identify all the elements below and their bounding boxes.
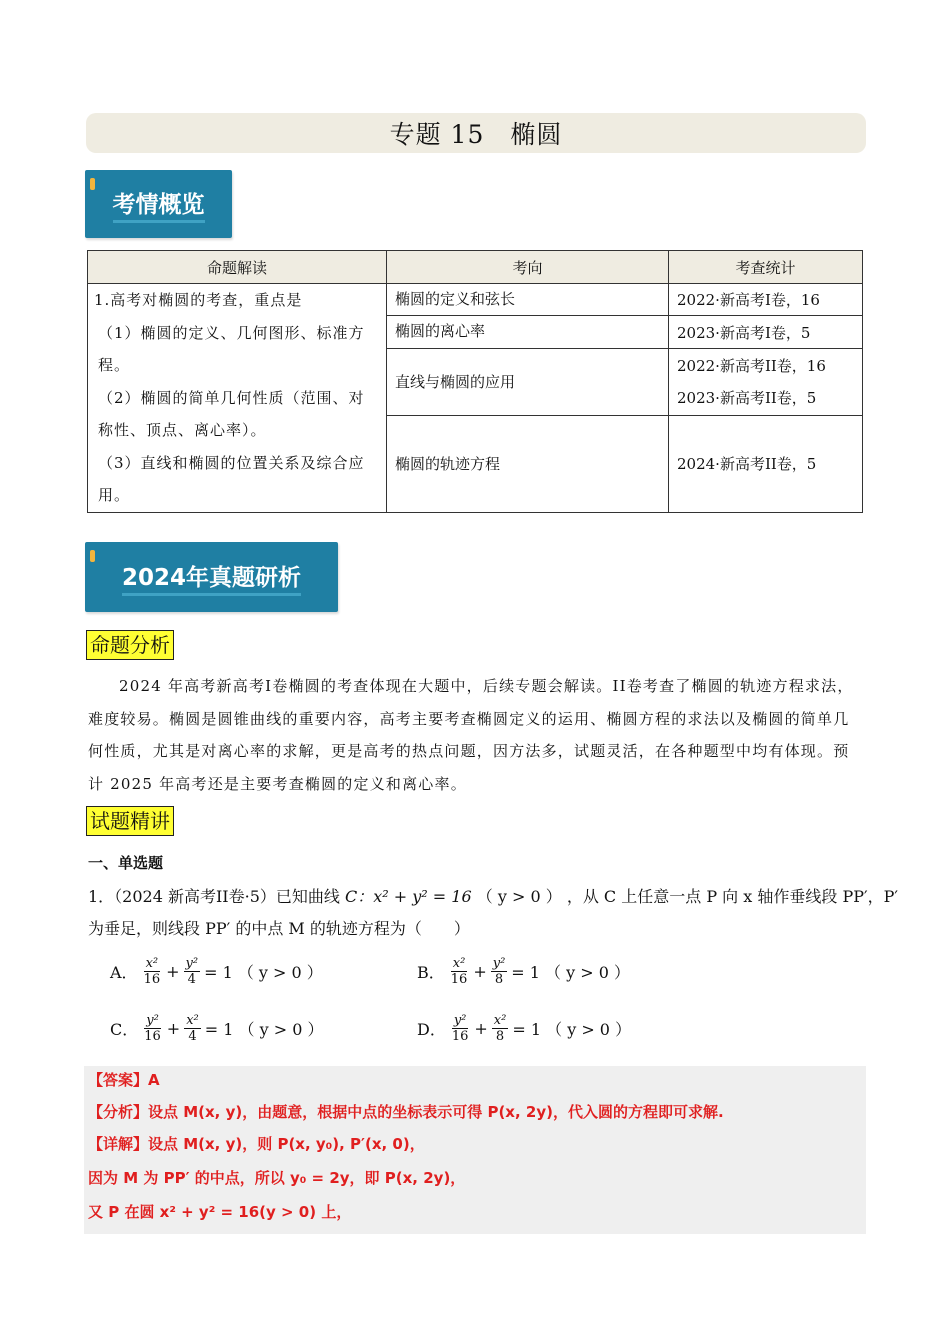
question-curve: C：x² + y² = 16 [345, 887, 472, 906]
option-tail: = 1 （ y > 0 ） [512, 1020, 632, 1039]
section-heading: 一、单选题 [88, 854, 164, 872]
direction-cell: 椭圆的离心率 [387, 316, 669, 348]
fraction: $\frac{\text{y²}}{8}$ [492, 956, 506, 987]
analysis-badge [85, 542, 338, 612]
direction-cell: 椭圆的定义和弦长 [387, 284, 669, 316]
interpretation-line: 1.高考对椭圆的考查，重点是 [94, 291, 303, 309]
question-line-2: 为垂足，则线段 PP′ 的中点 M 的轨迹方程为（ ） [88, 919, 470, 938]
interpretation-line: （1）椭圆的定义、几何图形、标准方程。 [98, 323, 365, 374]
analysis-label: 命题分析 [86, 630, 174, 660]
solution-line-4: 因为 M 为 PP′ 的中点，所以 y₀ = 2y，即 P(x, 2y)， [88, 1169, 466, 1187]
analysis-badge-label: 2024年真题研析 [122, 559, 301, 596]
stats-cell [669, 348, 863, 415]
question-line-1 [88, 886, 899, 908]
fraction: $\frac{\text{x²}}{16}$ [143, 956, 161, 987]
option-c[interactable]: C． $\frac{\text{y²}}{16}$ + $\frac{\text{x²}}{4}$ = 1 （ y > 0 ） [110, 1013, 324, 1044]
fraction: $\frac{\text{x²}}{8}$ [493, 1013, 507, 1044]
table-header: 考向 [387, 251, 669, 284]
overview-table [87, 250, 863, 513]
interpretation-cell [88, 284, 387, 513]
stats-cell: 2024·新高考II卷，5 [669, 415, 863, 512]
solution-answer: 【答案】A [88, 1071, 160, 1089]
option-a[interactable]: A． $\frac{\text{x²}}{16}$ + $\frac{\text{y²}}{4}$ = 1 （ y > 0 ） [110, 956, 323, 987]
badge-tick-icon [90, 178, 95, 190]
fraction: $\frac{\text{y²}}{4}$ [185, 956, 199, 987]
solution-analysis: 【分析】设点 M(x, y)，由题意，根据中点的坐标表示可得 P(x, 2y)，代入圆的方程即可求解. [88, 1103, 724, 1121]
direction-cell: 椭圆的轨迹方程 [387, 415, 669, 512]
question-text: ，从 C 上任意一点 P 向 x 轴作垂线段 PP′，P′ [566, 887, 899, 906]
question-condition: （ y > 0 ） [476, 887, 562, 906]
option-label: A． [110, 963, 138, 982]
option-b[interactable]: B． $\frac{\text{x²}}{16}$ + $\frac{\text{y²}}{8}$ = 1 （ y > 0 ） [417, 956, 631, 987]
option-label: C． [110, 1020, 139, 1039]
stats-line: 2023·新高考II卷，5 [677, 388, 817, 407]
table-header: 命题解读 [88, 251, 387, 284]
question-text: 1．（2024 新高考II卷·5）已知曲线 [88, 887, 340, 906]
interpretation-line: （2）椭圆的简单几何性质（范围、对称性、顶点、离心率）。 [98, 388, 365, 439]
stats-line: 2022·新高考II卷，16 [677, 356, 826, 375]
stats-cell: 2023·新高考I卷，5 [669, 316, 863, 348]
fraction: $\frac{\text{x²}}{16}$ [450, 956, 468, 987]
table-header-row [88, 251, 863, 284]
fraction: $\frac{\text{x²}}{4}$ [186, 1013, 199, 1044]
analysis-paragraph: 2024 年高考新高考I卷椭圆的考查体现在大题中，后续专题会解读。II卷考查了椭圆的轨迹方程求法，难度较易。椭圆是圆锥曲线的重要内容，高考主要考查椭圆定义的运用、椭圆方程的求法以及椭圆的简单几何性质，尤其是对离心率的求解，更是高考的热点问题，因方法多，试题灵活，在各种题型中均有体现。预计 2025 年高考还是主要考查椭圆的定义和离心率。 [88, 677, 854, 793]
option-tail: = 1 （ y > 0 ） [204, 1020, 324, 1039]
fraction: $\frac{\text{y²}}{16}$ [451, 1013, 469, 1044]
badge-tick-icon [90, 550, 95, 562]
solution-line-5: 又 P 在圆 x² + y² = 16(y > 0) 上， [88, 1203, 352, 1221]
solution-detail: 【详解】设点 M(x, y)，则 P(x, y₀), P′(x, 0)， [88, 1135, 425, 1153]
direction-cell: 直线与椭圆的应用 [387, 348, 669, 415]
option-tail: = 1 （ y > 0 ） [511, 963, 631, 982]
lecture-label: 试题精讲 [86, 806, 174, 836]
interpretation-line: （3）直线和椭圆的位置关系及综合应用。 [98, 453, 365, 504]
option-d[interactable]: D． $\frac{\text{y²}}{16}$ + $\frac{\text{x²}}{8}$ = 1 （ y > 0 ） [417, 1013, 632, 1044]
fraction: $\frac{\text{y²}}{16}$ [144, 1013, 161, 1044]
overview-badge [85, 170, 232, 238]
option-tail: = 1 （ y > 0 ） [204, 963, 323, 982]
option-label: B． [417, 963, 445, 982]
page-title: 专题 15 椭圆 [86, 113, 866, 153]
table-row [88, 284, 863, 316]
overview-badge-label: 考情概览 [113, 186, 205, 223]
stats-cell: 2022·新高考I卷，16 [669, 284, 863, 316]
option-label: D． [417, 1020, 446, 1039]
table-header: 考查统计 [669, 251, 863, 284]
